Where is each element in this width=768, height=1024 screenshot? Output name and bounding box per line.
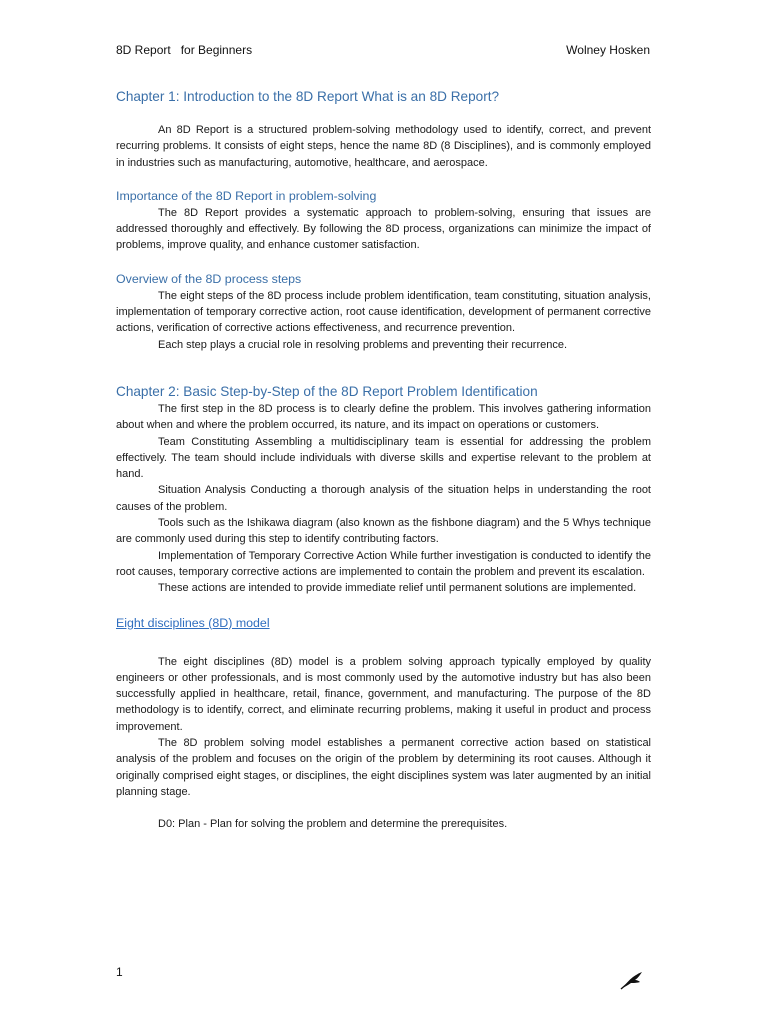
page-header <box>116 43 650 57</box>
chapter-1-title: Chapter 1: Introduction to the 8D Report What is an 8D Report? <box>116 89 500 104</box>
document-body <box>116 88 651 833</box>
chapter-2-title: Chapter 2: Basic Step-by-Step of the 8D Report Problem Identification <box>116 383 538 399</box>
feather-quill-icon <box>620 970 644 990</box>
section-heading-importance: Importance of the 8D Report in problem-solving <box>116 188 377 203</box>
paragraph: Each step plays a crucial role in resolving problems and preventing their recurrence. <box>158 338 568 351</box>
header-author: Wolney Hosken <box>566 43 650 57</box>
paragraph: The first step in the 8D process is to clearly define the problem. This involves gathering information about when and where the problem occurred, its nature, and its impact on operations or customers. <box>116 402 651 432</box>
eight-disciplines-link[interactable]: Eight disciplines (8D) model <box>116 615 270 630</box>
paragraph: Implementation of Temporary Corrective Action While further investigation is conducted to identify the root causes, temporary corrective actions are implemented to contain the problem and prevent its escalation. <box>116 549 651 578</box>
paragraph: These actions are intended to provide immediate relief until permanent solutions are implemented. <box>158 582 637 595</box>
paragraph: Situation Analysis Conducting a thorough analysis of the situation helps in understanding the root causes of the problem. <box>116 484 651 513</box>
paragraph: An 8D Report is a structured problem-solving methodology used to identify, correct, and prevent recurring problems. It consists of eight steps, hence the name 8D (8 Disciplines), and is commonly employed in industries such as manufacturing, automotive, healthcare, and aerospace. <box>116 124 651 169</box>
paragraph: The 8D problem solving model establishes a permanent corrective action based on statistical analysis of the problem and focuses on the origin of the problem by determining its root causes. Although it originally comprised eight stages, or disciplines, the eight disciplines system was later augmented by an initial planning stage. <box>116 737 651 798</box>
header-document-title: 8D Report for Beginners <box>116 43 253 57</box>
paragraph: Tools such as the Ishikawa diagram (also known as the fishbone diagram) and the 5 Whys technique are commonly used during this step to identify contributing factors. <box>116 517 651 546</box>
page-number: 1 <box>116 965 123 979</box>
paragraph: Team Constituting Assembling a multidisciplinary team is essential for addressing the problem effectively. The team should include individuals with diverse skills and expertise relevant to the problem at hand. <box>116 435 651 481</box>
section-heading-overview: Overview of the 8D process steps <box>116 271 302 286</box>
paragraph-d0: D0: Plan - Plan for solving the problem and determine the prerequisites. <box>158 818 508 831</box>
paragraph: The eight disciplines (8D) model is a problem solving approach typically employed by quality engineers or other professionals, and is most commonly used by the automotive industry but has also been successfully applied in healthcare, retail, finance, government, and manufacturing. The purpose of the 8D methodology is to identify, correct, and eliminate recurring problems, making it useful in product and process improvement. <box>116 655 651 733</box>
paragraph: The eight steps of the 8D process include problem identification, team constituting, situation analysis, implementation of temporary corrective action, root cause identification, development of permanent corrective actions, verification of corrective actions effectiveness, and recurrence prevention. <box>116 289 651 335</box>
paragraph: The 8D Report provides a systematic approach to problem-solving, ensuring that issues are addressed thoroughly and effectively. By following the 8D process, organizations can minimize the impact of problems, improve quality, and enhance customer satisfaction. <box>116 206 651 252</box>
